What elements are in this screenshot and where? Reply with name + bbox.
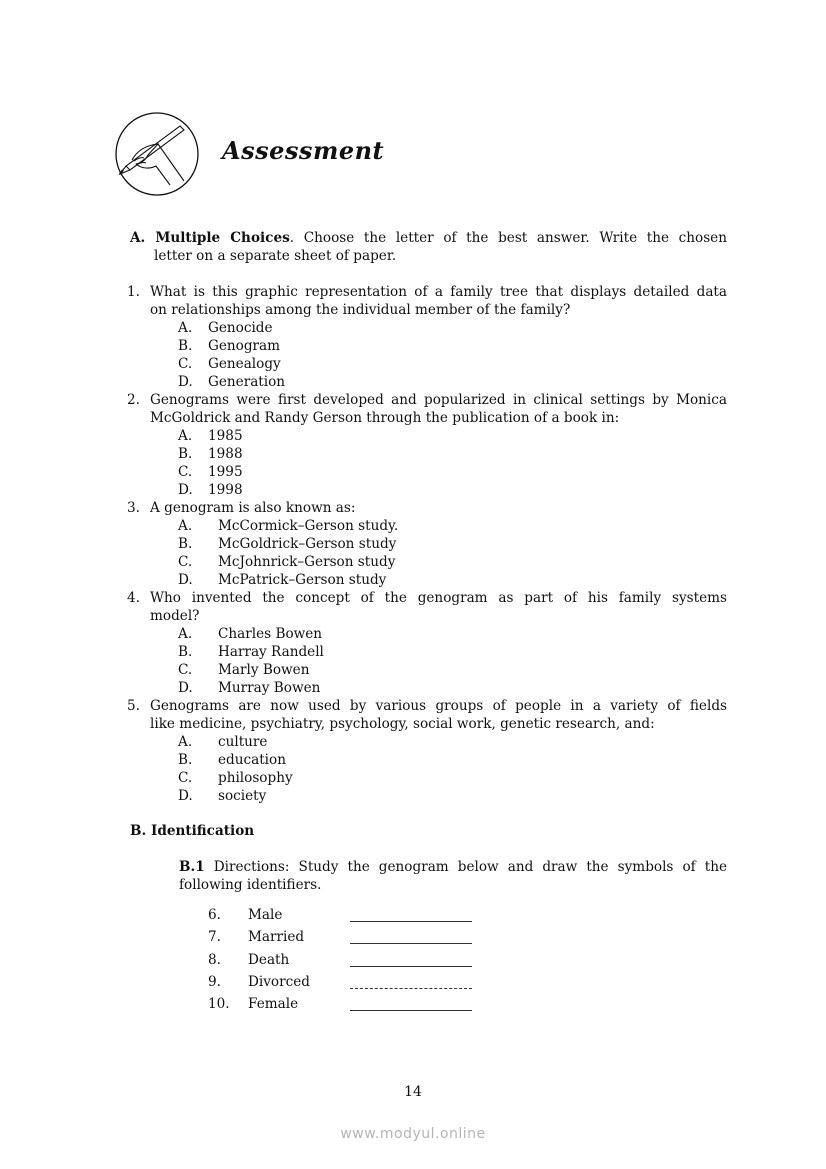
option-letter: B. [178,644,193,660]
section-a-instructions-cont: letter on a separate sheet of paper. [154,248,397,264]
b1-directions [179,858,727,876]
b1-label: B.1 [179,859,205,875]
option-text: Genogram [208,338,281,354]
item-label: Divorced [248,973,310,990]
option-letter: A. [178,626,193,642]
item-number: 9. [208,973,221,990]
question-number: 5. [127,698,140,714]
option-text: philosophy [218,770,293,786]
option-text: 1985 [208,428,243,444]
question-text: Genograms are now used by various groups of people in a variety of fields [150,698,727,714]
item-number: 7. [208,929,221,946]
item-label: Male [248,907,283,923]
watermark: www.modyul.online [340,1126,486,1142]
option-text: Murray Bowen [218,680,321,696]
option-letter: B. [178,338,193,354]
option-letter: D. [178,572,193,588]
option-text: Genocide [208,320,273,336]
option-text: McPatrick–Gerson study [218,572,387,588]
option-letter: C. [178,356,193,372]
section-b-heading: B. Identification [130,823,255,839]
option-letter: A. [178,734,193,750]
option-letter: C. [178,464,193,480]
option-text: McCormick–Gerson study. [218,518,399,534]
answer-blank[interactable] [350,988,472,989]
question-text: Who invented the concept of the genogram as part of his family systems [150,590,727,606]
punctuation: . [289,230,304,246]
option-text: education [218,752,286,768]
option-letter: C. [178,662,193,678]
option-text: Generation [208,374,286,390]
section-a-title: A. Multiple Choices [130,230,290,246]
option-letter: A. [178,518,193,534]
question-text: model? [150,608,200,624]
option-text: culture [218,734,268,750]
option-text: McGoldrick–Gerson study [218,536,397,552]
option-text: McJohnrick–Gerson study [218,554,396,570]
b1-directions-cont: following identifiers. [179,877,322,893]
question-number: 1. [127,284,140,300]
option-letter: D. [178,482,193,498]
question-text: McGoldrick and Randy Gerson through the publication of a book in: [150,410,620,426]
option-letter: C. [178,554,193,570]
item-label: Married [248,929,305,946]
option-text: 1988 [208,446,243,462]
option-letter: D. [178,374,193,390]
hand-writing-pencil-icon [112,111,202,197]
item-number: 8. [208,951,221,968]
section-a-heading [130,229,727,247]
answer-blank[interactable] [350,921,472,922]
option-letter: D. [178,788,193,804]
page-number: 14 [404,1084,422,1100]
question-text: What is this graphic representation of a family tree that displays detailed data [150,284,727,300]
b1-directions-text: Directions: Study the genogram below and draw the symbols of the [213,859,727,875]
option-letter: B. [178,752,193,768]
option-text: Charles Bowen [218,626,323,642]
question-text: A genogram is also known as: [150,500,356,516]
option-letter: B. [178,536,193,552]
item-number: 10. [208,996,230,1013]
option-letter: B. [178,446,193,462]
item-number: 6. [208,907,221,923]
question-number: 2. [127,392,140,408]
question-text: like medicine, psychiatry, psychology, social work, genetic research, and: [150,716,655,732]
question-number: 4. [127,590,140,606]
page-title: Assessment [222,136,385,165]
answer-blank[interactable] [350,1010,472,1011]
option-text: society [218,788,267,804]
answer-blank[interactable] [350,943,472,944]
answer-blank[interactable] [350,966,472,967]
option-text: 1995 [208,464,243,480]
item-label: Death [248,951,290,968]
item-label: Female [248,996,299,1013]
option-letter: C. [178,770,193,786]
section-a-instructions: Choose the letter of the best answer. Write the chosen [303,230,727,246]
question-number: 3. [127,500,140,516]
option-text: Genealogy [208,356,281,372]
option-letter: D. [178,680,193,696]
option-letter: A. [178,320,193,336]
option-text: 1998 [208,482,243,498]
space [205,859,214,875]
option-text: Harray Randell [218,644,324,660]
option-letter: A. [178,428,193,444]
question-text: on relationships among the individual member of the family? [150,302,571,318]
question-text: Genograms were first developed and popularized in clinical settings by Monica [150,392,727,408]
option-text: Marly Bowen [218,662,310,678]
